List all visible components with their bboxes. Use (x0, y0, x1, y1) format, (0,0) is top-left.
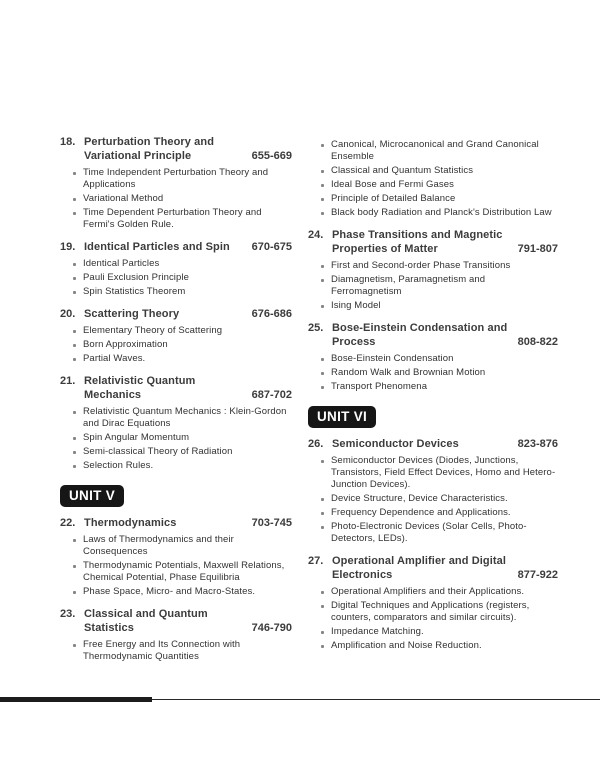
bullet-text: Ideal Bose and Fermi Gases (331, 179, 454, 190)
bullet-icon (321, 184, 324, 187)
chapter-title: Operational Amplifier and Digital Electronics (332, 555, 507, 581)
toc-bullet-item (60, 560, 292, 584)
unit-badge (60, 485, 124, 507)
bullet-text: Device Structure, Device Characteristics. (331, 493, 508, 504)
chapter-title: Classical and Quantum Statistics (84, 608, 208, 634)
chapter-page-range: 808-822 (517, 336, 558, 348)
bullet-icon (321, 386, 324, 389)
toc-bullet-item (308, 367, 558, 379)
toc-bullet-item (60, 258, 292, 270)
chapter-header (308, 554, 558, 582)
bullet-text: Principle of Detailed Balance (331, 193, 456, 204)
bullet-icon (73, 344, 76, 347)
bullet-icon (73, 465, 76, 468)
toc-chapter-entry (60, 374, 292, 472)
bullet-list (308, 586, 558, 652)
bullet-text: Diamagnetism, Paramagnetism and Ferromagnetism (331, 274, 486, 297)
bullet-text: Canonical, Microcanonical and Grand Canonical Ensemble (331, 139, 539, 162)
bullet-icon (73, 644, 76, 647)
bullet-icon (73, 172, 76, 175)
bullet-text: Frequency Dependence and Applications. (331, 507, 511, 518)
chapter-header (60, 374, 292, 402)
chapter-header (60, 307, 292, 321)
bullet-icon (73, 451, 76, 454)
toc-chapter-entry (308, 554, 558, 652)
bullet-icon (73, 437, 76, 440)
chapter-title: Thermodynamics (84, 517, 177, 529)
bullet-icon (321, 212, 324, 215)
bullet-text: Semi-classical Theory of Radiation (83, 446, 233, 457)
chapter-header (60, 240, 292, 254)
bullet-icon (73, 539, 76, 542)
footer-bar-thick-segment (0, 697, 152, 702)
footer-bar-thin-rule (152, 699, 600, 701)
chapter-header (60, 135, 292, 163)
bullet-list (60, 406, 292, 472)
bullet-icon (321, 526, 324, 529)
bullet-text: Born Approximation (83, 339, 168, 350)
bullet-text: Impedance Matching. (331, 626, 424, 637)
bullet-text: Photo-Electronic Devices (Solar Cells, Photo-Detectors, LEDs). (331, 521, 527, 544)
chapter-number: 21. (60, 375, 76, 387)
chapter-title: Scattering Theory (84, 308, 180, 320)
chapter-header (60, 516, 292, 530)
toc-bullet-item (308, 640, 558, 652)
bullet-list (308, 260, 558, 312)
bullet-icon (73, 277, 76, 280)
chapter-title: Semiconductor Devices (332, 438, 459, 450)
bullet-text: Spin Angular Momentum (83, 432, 190, 443)
chapter-title: Relativistic Quantum Mechanics (84, 375, 196, 401)
bullet-text: Elementary Theory of Scattering (83, 325, 223, 336)
toc-bullet-item (60, 432, 292, 444)
chapter-page-range: 670-675 (251, 241, 292, 253)
bullet-text: Classical and Quantum Statistics (331, 165, 474, 176)
bullet-text: Selection Rules. (83, 460, 154, 471)
toc-chapter-entry (308, 437, 558, 545)
toc-bullet-item (308, 521, 558, 545)
bullet-text: Relativistic Quantum Mechanics : Klein-Gordon and Dirac Equations (83, 406, 287, 429)
chapter-header (60, 607, 292, 635)
bullet-list (60, 534, 292, 598)
chapter-number: 27. (308, 555, 324, 567)
bullet-text: First and Second-order Phase Transitions (331, 260, 511, 271)
bullet-icon (321, 144, 324, 147)
toc-bullet-item (308, 207, 558, 219)
footer-registration-bar (0, 697, 600, 703)
bullet-text: Semiconductor Devices (Diodes, Junctions, Transistors, Field Effect Devices, Homo and Hetero-Junction Devices). (331, 455, 556, 490)
bullet-icon (73, 212, 76, 215)
chapter-number: 20. (60, 308, 76, 320)
toc-bullet-item (308, 139, 558, 163)
bullet-icon (321, 358, 324, 361)
bullet-icon (321, 265, 324, 268)
unit-badge-label: UNIT V (69, 488, 116, 503)
toc-chapter-entry (60, 607, 292, 663)
toc-bullet-item (308, 274, 558, 298)
chapter-number: 19. (60, 241, 76, 253)
bullet-icon (73, 411, 76, 414)
bullet-icon (321, 591, 324, 594)
chapter-page-range: 791-807 (517, 243, 558, 255)
toc-bullet-item (60, 534, 292, 558)
bullet-icon (73, 291, 76, 294)
toc-bullet-item (308, 507, 558, 519)
toc-chapter-continuation (308, 139, 558, 219)
toc-chapter-entry (60, 135, 292, 231)
bullet-icon (321, 631, 324, 634)
bullet-text: Operational Amplifiers and their Applications. (331, 586, 525, 597)
toc-bullet-item (308, 353, 558, 365)
bullet-list (60, 258, 292, 298)
toc-bullet-item (60, 460, 292, 472)
toc-bullet-item (60, 272, 292, 284)
chapter-header (308, 321, 558, 349)
bullet-text: Random Walk and Brownian Motion (331, 367, 486, 378)
toc-bullet-item (60, 325, 292, 337)
bullet-icon (73, 263, 76, 266)
bullet-text: Thermodynamic Potentials, Maxwell Relations, Chemical Potential, Phase Equilibria (83, 560, 285, 583)
bullet-icon (321, 605, 324, 608)
toc-chapter-entry (308, 321, 558, 393)
bullet-text: Amplification and Noise Reduction. (331, 640, 482, 651)
bullet-icon (321, 305, 324, 308)
bullet-list (308, 455, 558, 545)
toc-bullet-item (308, 626, 558, 638)
toc-bullet-item (308, 600, 558, 624)
chapter-page-range: 823-876 (517, 438, 558, 450)
bullet-text: Laws of Thermodynamics and their Consequences (83, 534, 234, 557)
chapter-number: 18. (60, 136, 76, 148)
toc-bullet-item (308, 165, 558, 177)
toc-bullet-item (308, 586, 558, 598)
chapter-number: 26. (308, 438, 324, 450)
bullet-text: Black body Radiation and Planck's Distribution Law (331, 207, 552, 218)
bullet-list (60, 167, 292, 231)
bullet-icon (321, 279, 324, 282)
toc-bullet-item (60, 286, 292, 298)
bullet-icon (321, 512, 324, 515)
toc-bullet-item (60, 406, 292, 430)
chapter-page-range: 687-702 (251, 389, 292, 401)
bullet-icon (73, 198, 76, 201)
toc-bullet-item (60, 446, 292, 458)
toc-chapter-entry (308, 228, 558, 312)
toc-chapter-entry (60, 240, 292, 298)
bullet-icon (321, 170, 324, 173)
bullet-list (60, 325, 292, 365)
bullet-icon (321, 498, 324, 501)
toc-bullet-item (60, 193, 292, 205)
chapter-title: Identical Particles and Spin (84, 241, 230, 253)
bullet-icon (321, 460, 324, 463)
bullet-text: Bose-Einstein Condensation (331, 353, 454, 364)
toc-chapter-entry (60, 307, 292, 365)
bullet-list (60, 639, 292, 663)
chapter-number: 24. (308, 229, 324, 241)
bullet-icon (321, 198, 324, 201)
toc-bullet-item (60, 639, 292, 663)
toc-bullet-item (60, 339, 292, 351)
chapter-header (308, 437, 558, 451)
chapter-page-range: 676-686 (251, 308, 292, 320)
bullet-text: Digital Techniques and Applications (registers, counters, comparators and similar circuits). (331, 600, 530, 623)
bullet-text: Time Dependent Perturbation Theory and Fermi's Golden Rule. (83, 207, 262, 230)
chapter-title: Bose-Einstein Condensation and Process (332, 322, 508, 348)
bullet-text: Free Energy and Its Connection with Thermodynamic Quantities (83, 639, 241, 662)
toc-chapter-entry (60, 516, 292, 598)
unit-badge (308, 406, 376, 428)
bullet-text: Spin Statistics Theorem (83, 286, 186, 297)
bullet-list (308, 139, 558, 219)
toc-bullet-item (60, 586, 292, 598)
chapter-page-range: 877-922 (517, 569, 558, 581)
bullet-text: Time Independent Perturbation Theory and Applications (83, 167, 269, 190)
bullet-list (308, 353, 558, 393)
unit-badge-label: UNIT VI (317, 409, 368, 424)
bullet-text: Variational Method (83, 193, 164, 204)
chapter-number: 25. (308, 322, 324, 334)
chapter-page-range: 746-790 (251, 622, 292, 634)
bullet-text: Phase Space, Micro- and Macro-States. (83, 586, 256, 597)
chapter-number: 23. (60, 608, 76, 620)
toc-column-right (308, 135, 558, 661)
bullet-icon (73, 565, 76, 568)
bullet-text: Identical Particles (83, 258, 160, 269)
toc-bullet-item (308, 493, 558, 505)
chapter-title: Perturbation Theory and Variational Principle (84, 136, 215, 162)
toc-bullet-item (308, 381, 558, 393)
bullet-text: Ising Model (331, 300, 381, 311)
bullet-text: Pauli Exclusion Principle (83, 272, 189, 283)
chapter-page-range: 703-745 (251, 517, 292, 529)
bullet-icon (73, 591, 76, 594)
chapter-title: Phase Transitions and Magnetic Properties of Matter (332, 229, 503, 255)
chapter-header (308, 228, 558, 256)
toc-column-left (60, 135, 292, 672)
chapter-page-range: 655-669 (251, 150, 292, 162)
toc-bullet-item (60, 353, 292, 365)
toc-bullet-item (308, 193, 558, 205)
bullet-icon (73, 358, 76, 361)
toc-bullet-item (308, 300, 558, 312)
chapter-number: 22. (60, 517, 76, 529)
toc-bullet-item (308, 179, 558, 191)
toc-bullet-item (308, 455, 558, 491)
bullet-icon (321, 372, 324, 375)
toc-bullet-item (308, 260, 558, 272)
toc-bullet-item (60, 207, 292, 231)
bullet-text: Transport Phenomena (331, 381, 428, 392)
bullet-icon (73, 330, 76, 333)
bullet-text: Partial Waves. (83, 353, 146, 364)
bullet-icon (321, 645, 324, 648)
toc-bullet-item (60, 167, 292, 191)
